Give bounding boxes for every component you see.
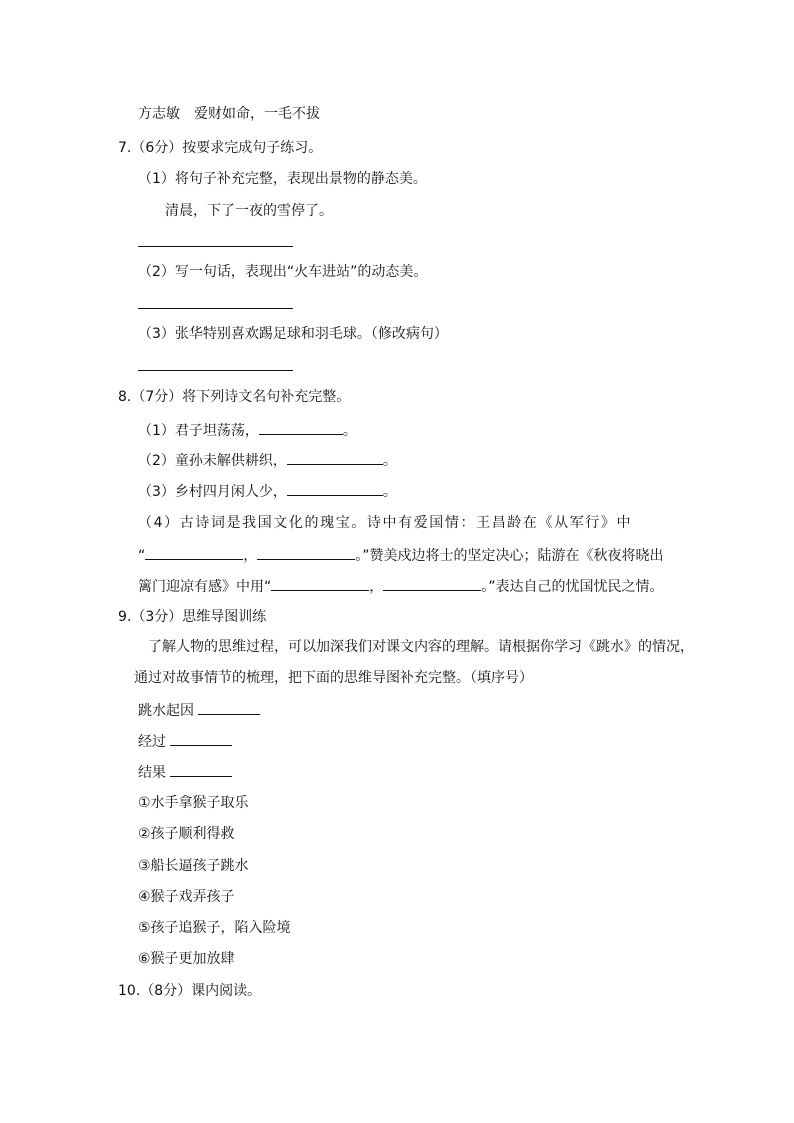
q8-sub4-blank-2[interactable] [257, 545, 355, 560]
q8-sub3-blank[interactable] [287, 481, 383, 496]
q8-sub1-text: （1）君子坦荡荡， [138, 423, 259, 439]
q8-sub4-line1: （4）古诗词是我国文化的瑰宝。诗中有爱国情：王昌龄在《从军行》中 [138, 515, 633, 531]
q7-sub2: （2）写一句话，表现出“火车进站”的动态美。 [138, 264, 428, 280]
q9-process-blank[interactable] [170, 731, 232, 746]
q7-answer-line-2[interactable] [138, 308, 293, 309]
q9-title: 9.（3分）思维导图训练 [118, 609, 267, 625]
q9-option: ④猴子戏弄孩子 [138, 889, 235, 905]
comma: ， [243, 548, 258, 564]
q9-intro-line1: 了解人物的思维过程，可以加深我们对课文内容的理解。请根据你学习《跳水》的情况， [148, 639, 694, 655]
q7-sub1: （1）将句子补充完整，表现出景物的静态美。 [138, 171, 427, 187]
q7-sub3: （3）张华特别喜欢踢足球和羽毛球。（修改病句） [138, 326, 448, 342]
comma: ， [369, 579, 384, 595]
q8-sub4-line3-head: 篱门迎凉有感》中用“ [138, 579, 272, 595]
q10-title: 10.（8分）课内阅读。 [118, 983, 262, 999]
q9-result-blank[interactable] [170, 762, 232, 777]
q9-option: ③船长逼孩子跳水 [138, 858, 249, 874]
q8-sub4-line3 [138, 576, 664, 597]
q7-answer-line-3[interactable] [138, 370, 293, 371]
q8-sub4-line2 [138, 545, 664, 566]
q8-sub4-line2-tail: 。”赞美戍边将士的坚定决心；陆游在《秋夜将晓出 [355, 548, 664, 564]
previous-answer-line: 方志敏 爱财如命，一毛不拔 [138, 106, 320, 122]
q8-sub2 [138, 450, 397, 471]
period: 。 [382, 453, 397, 469]
q8-title: 8.（7分）将下列诗文名句补充完整。 [118, 389, 351, 405]
q9-option: ①水手拿猴子取乐 [138, 795, 249, 811]
q8-sub1 [138, 420, 357, 441]
q8-sub1-blank[interactable] [259, 420, 343, 435]
q8-sub4-blank-4[interactable] [383, 576, 481, 591]
q9-option: ⑥猴子更加放肆 [138, 951, 235, 967]
q9-cause [138, 700, 260, 721]
q7-sub1-sentence: 清晨，下了一夜的雪停了。 [165, 203, 333, 219]
q8-sub2-text: （2）童孙未解供耕织， [138, 453, 287, 469]
period: 。 [382, 484, 397, 500]
q9-option: ②孩子顺利得救 [138, 826, 235, 842]
q9-intro-line2: 通过对故事情节的梳理，把下面的思维导图补充完整。（填序号） [134, 670, 533, 686]
q9-result-label: 结果 [138, 765, 166, 781]
q8-sub3 [138, 481, 397, 502]
q8-sub4-line3-tail: 。”表达自己的忧国忧民之情。 [481, 579, 664, 595]
q8-sub3-text: （3）乡村四月闲人少， [138, 484, 287, 500]
period: 。 [342, 423, 357, 439]
q9-process [138, 731, 232, 752]
q8-sub4-blank-1[interactable] [145, 545, 243, 560]
q7-title: 7.（6分）按要求完成句子练习。 [118, 140, 323, 156]
q9-cause-blank[interactable] [198, 700, 260, 715]
q8-sub4-blank-3[interactable] [271, 576, 369, 591]
q9-process-label: 经过 [138, 734, 166, 750]
q9-cause-label: 跳水起因 [138, 703, 194, 719]
q9-result [138, 762, 232, 783]
open-quote: “ [138, 548, 146, 564]
q8-sub2-blank[interactable] [287, 450, 383, 465]
q7-answer-line-1[interactable] [138, 246, 293, 247]
q9-option: ⑤孩子追猴子，陷入险境 [138, 920, 291, 936]
